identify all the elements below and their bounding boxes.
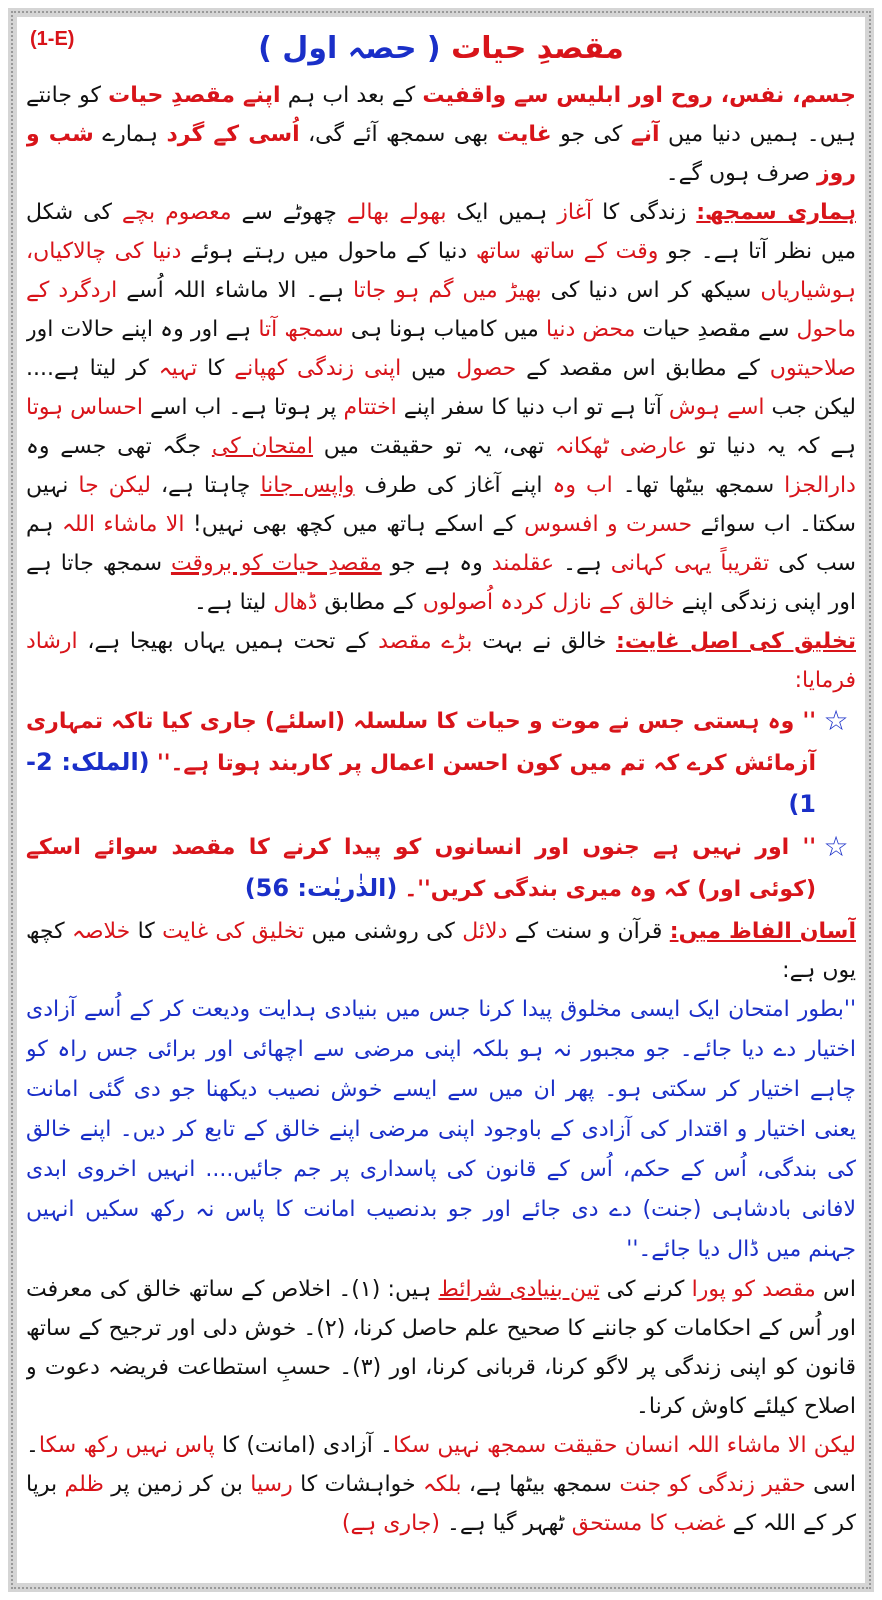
text: زندگی کا: [592, 200, 697, 225]
highlight: ڈھال: [273, 590, 318, 615]
text: کرنے کی: [599, 1277, 692, 1302]
continued-label: (جاری ہے): [341, 1511, 440, 1536]
highlight: تخلیق کی غایت: [162, 919, 305, 944]
highlight: دلائل: [462, 919, 508, 944]
highlight: بڑے مقصد: [378, 629, 473, 654]
highlight: بھیڑ میں گم ہو جاتا: [352, 278, 542, 303]
text: بن کر زمین پر: [103, 1472, 251, 1497]
highlight: بھولے بھالے: [346, 200, 447, 225]
highlight: حصول: [456, 356, 517, 381]
text: تھی، یہ تو حقیقت میں: [313, 434, 555, 459]
highlight: پاس نہیں رکھ سکا: [38, 1433, 215, 1458]
verse-quote: '' اور نہیں ہے جنوں اور انسانوں کو پیدا کرنے کا مقصد سوائے اسکے (کوئی اور) کہ وہ میری بندگی کریں''۔: [26, 835, 816, 902]
text: ہے اور وہ اپنے حالات اور: [26, 317, 259, 342]
text: دنیا کے ماحول میں رہتے ہوئے: [181, 239, 476, 264]
highlight: مقصدِ حیات کو بروقت: [170, 551, 382, 576]
highlight: دنیا کی چالاکیاں، ہوشیاریاں: [26, 239, 856, 303]
text: اپنے آغاز کی طرف: [354, 473, 553, 498]
verse-reference: (الذٰریٰت: 56): [244, 874, 398, 902]
highlight: ظلم: [64, 1472, 104, 1497]
text: سیکھ کر اس دنیا کی: [541, 278, 761, 303]
text: سمجھ بیٹھا تھا۔: [612, 473, 785, 498]
highlight: اسے ہوش: [668, 395, 765, 420]
highlight: الا ماشاء اللہ: [61, 512, 185, 537]
intro-highlight: اُسی کے گرد: [166, 122, 300, 147]
verse-body: [26, 702, 816, 826]
highlight: دارالجزا: [784, 473, 856, 498]
text: کے مطابق اس مقصد کے: [516, 356, 770, 381]
text: ہم سب کی: [26, 512, 856, 576]
text: کے اسکے ہاتھ میں کچھ بھی نہیں!: [184, 512, 525, 537]
intro-highlight: جسم، نفس، روح اور ابلیس سے واقفیت: [422, 83, 856, 108]
text: کی روشنی میں: [304, 919, 463, 944]
intro-text: بھی سمجھ آئے گی،: [299, 122, 497, 147]
title-main: مقصدِ حیات: [451, 31, 624, 66]
intro-text: صرف ہوں گے۔: [665, 161, 817, 186]
title-row: [26, 24, 856, 76]
understanding-paragraph: [26, 193, 856, 622]
text: کر لیتا ہے.... لیکن جب: [26, 356, 856, 420]
text: میں: [401, 356, 457, 381]
highlight: اردگرد کے ماحول: [26, 278, 856, 342]
text: چاہتا ہے،: [150, 473, 261, 498]
star-icon: ☆: [823, 830, 849, 863]
highlight: آغاز: [557, 200, 593, 225]
text: ہے۔ الا ماشاء اللہ اُسے: [117, 278, 353, 303]
highlight: عقلمند: [491, 551, 555, 576]
text: ٹھہر گیا ہے۔: [439, 1511, 572, 1536]
intro-text: کے بعد اب ہم: [280, 83, 423, 108]
text: قرآن و سنت کے: [507, 919, 670, 944]
text: جگہ تھی جسے وہ: [26, 434, 212, 459]
text: سمجھ جاتا ہے اور اپنی زندگی اپنے: [26, 551, 856, 615]
text: کچھ یوں ہے:: [26, 919, 856, 983]
verse-quote: '' وہ ہستی جس نے موت و حیات کا سلسلہ (اسلئے) جاری کیا تاکہ تمہاری آزمائش کرے کہ تم میں کون احسن اعمال پر کاربند ہوتا ہے۔'': [26, 709, 816, 776]
highlight: اختتام: [343, 395, 397, 420]
star-icon: ☆: [823, 704, 849, 737]
text: نہیں سکتا۔ اب سوائے: [26, 473, 856, 537]
section-heading: تخلیق کی اصل غایت:: [616, 629, 856, 654]
text: کے مطابق: [317, 590, 423, 615]
intro-text: کی جو: [551, 122, 631, 147]
text: آتا ہے تو اب دنیا کا سفر اپنے: [396, 395, 669, 420]
highlight: محض دنیا: [546, 317, 636, 342]
text: کا: [197, 356, 235, 381]
text: لیتا ہے۔: [193, 590, 274, 615]
easy-words-paragraph: [26, 912, 856, 990]
highlight: ارشاد فرمایا:: [26, 629, 856, 693]
text: کا: [130, 919, 163, 944]
text: خالق نے بہت: [472, 629, 617, 654]
text: سمجھ بیٹھا ہے،: [461, 1472, 620, 1497]
text: میں کامیاب ہونا ہی: [343, 317, 546, 342]
highlight: صلاحیتوں: [769, 356, 856, 381]
highlight: تین بنیادی شرائط: [438, 1277, 600, 1302]
verse-body: [26, 828, 816, 910]
intro-paragraph: [26, 76, 856, 193]
text: ہے کہ یہ دنیا تو: [687, 434, 856, 459]
title-part: ( حصہ اول ): [258, 31, 441, 66]
highlight: احساس ہوتا: [26, 395, 144, 420]
highlight: عارضی ٹھکانہ: [555, 434, 688, 459]
text: ۔ اسی: [26, 1433, 856, 1497]
text: پر ہوتا ہے۔ اب اسے: [143, 395, 344, 420]
summary-quote: ''بطور امتحان ایک ایسی مخلوق پیدا کرنا جس میں بنیادی ہدایت ودیعت کر کے اُسے آزادی اختیار دے دیا جائے۔ جو مجبور نہ ہو بلکہ اپنی مرضی سے اچھائی اور برائی جس راہ کو چاہے اختیار کر سکتی ہو۔ پھر ان میں سے ایسے خوش نصیب دیکھنا جو دی گئی امانت یعنی اختیار و اقتدار کی آزادی کے باوجود اپنی مرضی اپنے خالق کے تابع کر دیں۔ اپنے خالق کی بندگی، اُس کے حکم، اُس کے قانون کی پاسداری پر جم جائیں.... انہیں اخروی ابدی لافانی بادشاہی (جنت) دے دی جائے اور جو بدنصیب امانت کا پاس نہ رکھ سکیں انہیں جہنم میں ڈال دیا جائے۔'': [26, 997, 856, 1262]
intro-highlight: غایت: [496, 122, 552, 147]
highlight: سمجھ آتا: [258, 317, 344, 342]
text: ۔ آزادی (امانت) کا: [214, 1433, 393, 1458]
page-code: (1-E): [30, 28, 75, 50]
highlight: خالق کے نازل کردہ اُصولوں: [422, 590, 675, 615]
closing-paragraph: [26, 1426, 856, 1543]
text: وہ ہے جو: [381, 551, 492, 576]
highlight: حسرت و افسوس: [524, 512, 693, 537]
highlight: وقت کے ساتھ ساتھ: [475, 239, 659, 264]
verse-reference: (الملک: 2-1): [26, 748, 816, 818]
highlight: اب وہ: [552, 473, 613, 498]
highlight: مقصد کو پورا: [691, 1277, 816, 1302]
verse-item: [26, 828, 856, 910]
page-title: [26, 24, 856, 74]
conditions-paragraph: [26, 1270, 856, 1426]
content-area: [26, 24, 856, 1576]
intro-highlight: شب و روز: [26, 122, 856, 186]
section-heading: آسان الفاظ میں:: [669, 919, 856, 944]
intro-highlight: آنے: [630, 122, 660, 147]
highlight: بلکہ: [423, 1472, 462, 1497]
highlight: رسیا: [250, 1472, 293, 1497]
creation-paragraph: [26, 622, 856, 700]
highlight: لیکن جا: [78, 473, 151, 498]
text: برپا کر کے اللہ کے: [26, 1472, 856, 1536]
text: سے مقصدِ حیات: [635, 317, 797, 342]
highlight: معصوم بچے: [121, 200, 232, 225]
text: ہمیں ایک: [446, 200, 558, 225]
highlight: حقیر زندگی کو جنت: [619, 1472, 806, 1497]
highlight: تقریباً یہی کہانی: [610, 551, 770, 576]
highlight: لیکن الا ماشاء اللہ انسان حقیقت سمجھ نہیں سکا: [392, 1433, 856, 1458]
text: خواہشات کا: [292, 1472, 423, 1497]
section-heading: ہماری سمجھ:: [696, 200, 856, 225]
text: ہیں: (۱)۔ اخلاص کے ساتھ خالق کی معرفت اور اُس کے احکامات کو جاننے کا صحیح علم حاصل کرنا، (۲)۔ خوش دلی اور ترجیح کے ساتھ قانون کو اپنی زندگی پر لاگو کرنا، قربانی کرنا، اور (۳)۔ حسبِ استطاعت فریضہ دعوت و اصلاح کیلئے کاوش کرنا۔: [26, 1277, 856, 1419]
highlight: تہیہ: [158, 356, 198, 381]
text: اس: [815, 1277, 856, 1302]
highlight: واپس جانا: [260, 473, 355, 498]
intro-text: کو جانتے ہیں۔ ہمیں دنیا میں: [26, 83, 856, 147]
highlight: غضب کا مستحق: [571, 1511, 726, 1536]
intro-text: ہمارے: [93, 122, 167, 147]
text: کی شکل میں نظر آتا ہے۔ جو: [26, 200, 856, 264]
highlight: خلاصہ: [71, 919, 131, 944]
text: چھوٹے سے: [231, 200, 347, 225]
verse-item: [26, 702, 856, 826]
intro-highlight: اپنے مقصدِ حیات: [108, 83, 281, 108]
text: ہے۔: [554, 551, 611, 576]
highlight: امتحان کی: [211, 434, 314, 459]
text: کے تحت ہمیں یہاں بھیجا ہے،: [77, 629, 379, 654]
highlight: اپنی زندگی کھپانے: [234, 356, 402, 381]
